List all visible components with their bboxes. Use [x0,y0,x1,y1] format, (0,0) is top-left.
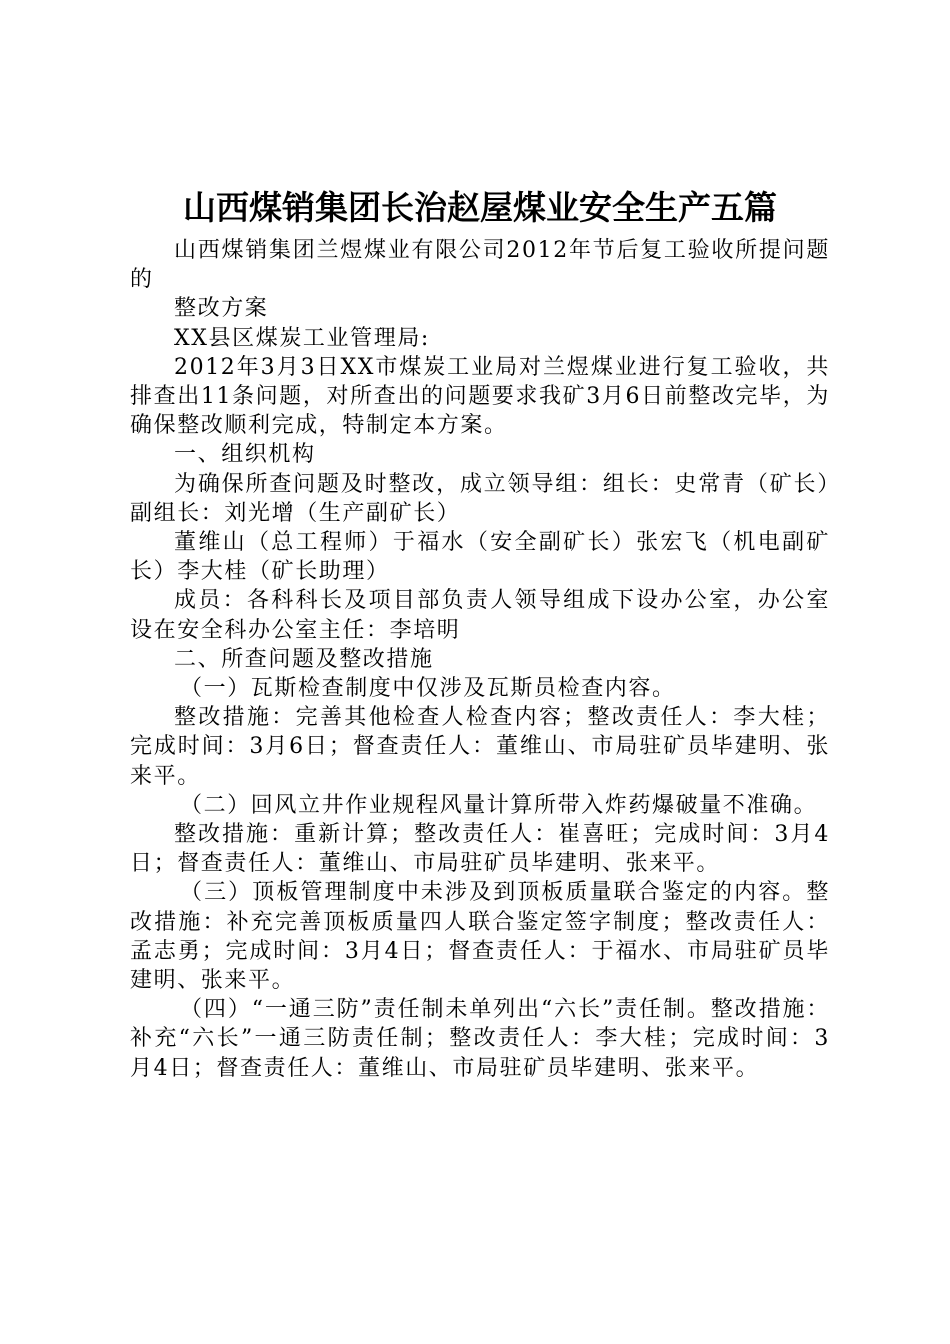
paragraph-background: 2012年3月3日XX市煤炭工业局对兰煜煤业进行复工验收，共排查出11条问题，对所查出的问题要求我矿3月6日前整改完毕，为确保整改顺利完成，特制定本方案。 [130,354,830,439]
issue-item-4: （四）“一通三防”责任制未单列出“六长”责任制。整改措施：补充“六长”一通三防责任制；整改责任人：李大桂；完成时间：3月4日；督查责任人：董维山、市局驻矿员毕建明、张来平。 [130,997,830,1081]
paragraph-addressee: XX县区煤炭工业管理局: [174,325,430,351]
issue-item-3: （三）顶板管理制度中未涉及到顶板质量联合鉴定的内容。整改措施：补充完善顶板质量四人联合鉴定签字制度；整改责任人：孟志勇；完成时间：3月4日；督查责任人：于福水、市局驻矿员毕建明、张来平。 [130,880,830,994]
paragraph-leadership: 为确保所查问题及时整改，成立领导组：组长：史常青（矿长）副组长：刘光增（生产副矿长） [130,471,830,526]
section-heading-issues: 二、所查问题及整改措施 [174,646,434,672]
paragraph-subtitle: 整改方案 [174,296,269,322]
issue-item-1: （一）瓦斯检查制度中仅涉及瓦斯员检查内容。 [180,676,676,702]
issue-item-2: （二）回风立井作业规程风量计算所带入炸药爆破量不准确。 [180,792,818,818]
document-title: 山西煤销集团长治赵屋煤业安全生产五篇 [183,188,777,227]
paragraph-intro: 山西煤销集团兰煜煤业有限公司2012年节后复工验收所提问题的 [130,238,830,293]
measure-item-1: 整改措施：完善其他检查人检查内容；整改责任人：李大桂；完成时间：3月6日；督查责任人：董维山、市局驻矿员毕建明、张来平。 [130,705,830,789]
measure-item-2: 整改措施：重新计算；整改责任人：崔喜旺；完成时间：3月4日；督查责任人：董维山、市局驻矿员毕建明、张来平。 [130,822,830,877]
paragraph-members: 成员：各科科长及项目部负责人领导组成下设办公室，办公室设在安全科办公室主任：李培明 [130,588,830,643]
paragraph-deputies: 董维山（总工程师）于福水（安全副矿长）张宏飞（机电副矿长）李大桂（矿长助理） [130,530,830,585]
section-heading-organization: 一、组织机构 [174,442,316,468]
document-page [130,186,830,1083]
